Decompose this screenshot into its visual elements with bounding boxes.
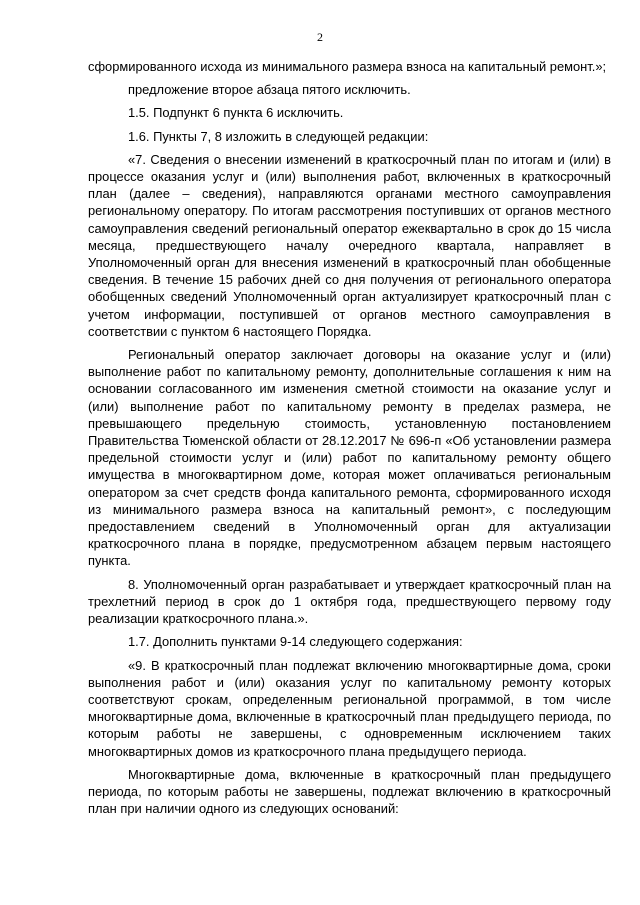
paragraph-continuation: сформированного исхода из минимального размера взноса на капитальный ремонт.»;: [88, 59, 607, 74]
paragraph-point-9: «9. В краткосрочный план подлежат включению многоквартирные дома, сроки выполнения работ и (или) оказания услуг по капитальному ремонту которых соответствуют срокам, определенным региональной программой, в том числе многоквартирные дома, включенные в краткосрочный план предыдущего периода, по которым работы не завершены, с одновременным исключением таких многоквартирных домов из краткосрочного плана предыдущего периода.: [88, 657, 611, 759]
paragraph-item-1-5: 1.5. Подпункт 6 пункта 6 исключить.: [128, 105, 344, 121]
paragraph-regional-operator: Региональный оператор заключает договоры на оказание услуг и (или) выполнение работ по капитальному ремонту, дополнительные соглашения к ним на основании согласованного им изменения сметной стоимости на оказание услуг и (или) выполнение работ по капитальному ремонту в пределах размера, не превышающего предельную стоимость, установленную постановлением Правительства Тюменской области от 28.12.2017 № 696-п «Об установлении размера предельной стоимости услуг и (или) работ по капитальному ремонту общего имущества в многоквартирном доме, которая может оплачиваться региональным оператором за счет средств фонда капитального ремонта, сформированного исходя из минимального размера взноса на капитальный ремонт», с последующим предоставлением сведений в Уполномоченный орган для актуализации краткосрочного плана в порядке, предусмотренном абзацем первым настоящего пункта.: [88, 347, 611, 569]
paragraph-apartment-buildings: Многоквартирные дома, включенные в краткосрочный план предыдущего периода, по которым работы не завершены, подлежат включению в краткосрочный план при наличии одного из следующих оснований:: [88, 766, 611, 817]
paragraph-point-7: «7. Сведения о внесении изменений в краткосрочный план по итогам и (или) в процессе оказания услуг и (или) выполнения работ, включенных в краткосрочный план (далее – сведения), направляются органами местного самоуправления региональному оператору. По итогам рассмотрения поступивших от органов местного самоуправления сведений региональный оператор ежеквартально в срок до 15 числа месяца, предшествующего началу очередного квартала, направляет в Уполномоченный орган для внесения изменений в краткосрочный план обобщенные сведения. В течение 15 рабочих дней со дня получения от регионального оператора обобщенных сведений Уполномоченный орган актуализирует краткосрочный план с учетом информации, поступившей от органов местного самоуправления в соответствии с пунктом 6 настоящего Порядка.: [88, 151, 611, 339]
paragraph-item-1-6: 1.6. Пункты 7, 8 изложить в следующей редакции:: [128, 128, 429, 144]
page-number: 2: [317, 30, 323, 44]
paragraph-sentence-removal: предложение второе абзаца пятого исключить.: [128, 82, 411, 98]
paragraph-item-1-7: 1.7. Дополнить пунктами 9-14 следующего содержания:: [128, 634, 463, 650]
document-body: [88, 58, 611, 817]
paragraph-point-8: 8. Уполномоченный орган разрабатывает и утверждает краткосрочный план на трехлетний период в срок до 1 октября года, предшествующего первому году реализации краткосрочного плана.».: [88, 576, 611, 627]
